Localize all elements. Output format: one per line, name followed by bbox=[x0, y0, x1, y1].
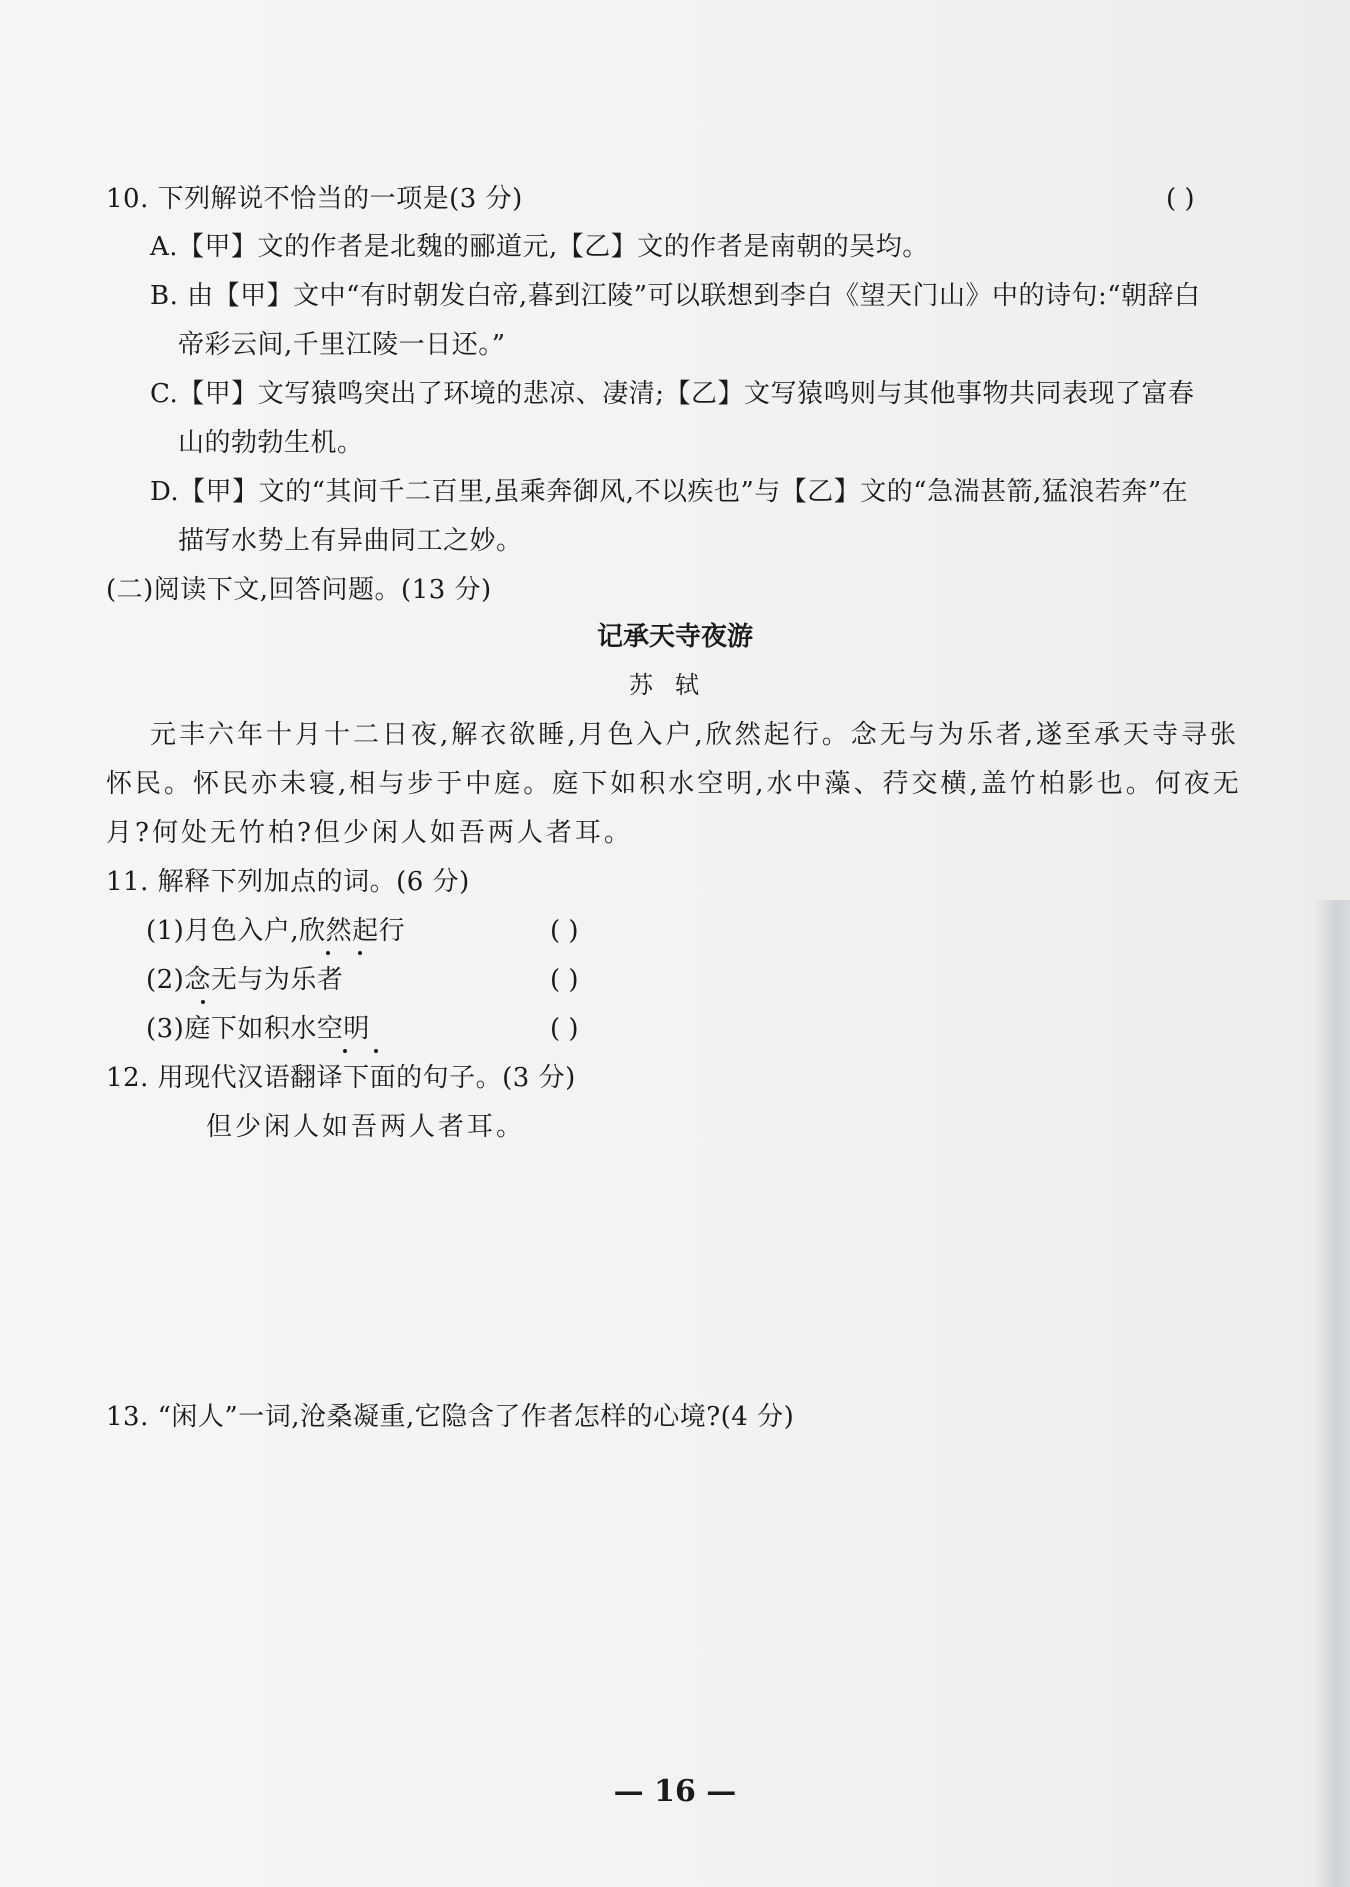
passage-title: 记承天寺夜游 bbox=[596, 622, 753, 652]
emphasis-dot bbox=[374, 1049, 378, 1053]
q12-stem: 12. 用现代汉语翻译下面的句子。(3 分) bbox=[106, 1063, 576, 1093]
q10-option-d-line2: 描写水势上有异曲同工之妙。 bbox=[178, 526, 523, 556]
q13-stem: 13. “闲人”一词,沧桑凝重,它隐含了作者怎样的心境?(4 分) bbox=[106, 1402, 795, 1432]
emphasis-dot bbox=[326, 951, 330, 955]
q11-item-2: (2)念无与为乐者 bbox=[146, 965, 344, 995]
q11-item-2-paren: ( ) bbox=[550, 965, 579, 995]
q10-option-c-line2: 山的勃勃生机。 bbox=[178, 428, 364, 458]
q10-option-d-line1: D.【甲】文的“其间千二百里,虽乘奔御风,不以疾也”与【乙】文的“急湍甚箭,猛浪若奔”在 bbox=[150, 477, 1189, 507]
emphasis-dot bbox=[343, 1049, 347, 1053]
q10-option-b-line2: 帝彩云间,千里江陵一日还。” bbox=[178, 330, 506, 360]
q11-item-1-paren: ( ) bbox=[550, 916, 579, 946]
emphasis-dot bbox=[358, 951, 362, 955]
passage-line-1: 元丰六年十月十二日夜,解衣欲睡,月色入户,欣然起行。念无与为乐者,遂至承天寺寻张 bbox=[150, 720, 1240, 750]
section2-heading: (二)阅读下文,回答问题。(13 分) bbox=[106, 575, 492, 605]
q10-option-b-line1: B. 由【甲】文中“有时朝发白帝,暮到江陵”可以联想到李白《望天门山》中的诗句:“朝辞白 bbox=[150, 281, 1201, 311]
q11-item-3-paren: ( ) bbox=[550, 1014, 579, 1044]
passage-author: 苏轼 bbox=[629, 671, 721, 699]
passage-line-3: 月?何处无竹柏?但少闲人如吾两人者耳。 bbox=[106, 818, 633, 848]
q10-option-c-line1: C.【甲】文写猿鸣突出了环境的悲凉、凄清;【乙】文写猿鸣则与其他事物共同表现了富春 bbox=[150, 379, 1195, 409]
q11-item-3: (3)庭下如积水空明 bbox=[146, 1014, 370, 1044]
q10-stem: 10. 下列解说不恰当的一项是(3 分) bbox=[106, 184, 523, 214]
q11-stem: 11. 解释下列加点的词。(6 分) bbox=[106, 867, 470, 897]
q10-answer-paren: ( ) bbox=[1166, 184, 1195, 214]
q10-option-a: A.【甲】文的作者是北魏的郦道元,【乙】文的作者是南朝的吴均。 bbox=[150, 232, 929, 262]
passage-line-2: 怀民。怀民亦未寝,相与步于中庭。庭下如积水空明,水中藻、荇交横,盖竹柏影也。何夜无 bbox=[106, 769, 1242, 799]
page-number: — 16 — bbox=[613, 1774, 737, 1809]
q12-sentence: 但少闲人如吾两人者耳。 bbox=[206, 1112, 526, 1142]
emphasis-dot bbox=[201, 1000, 205, 1004]
page-edge-shadow bbox=[1314, 900, 1350, 1887]
q11-item-1: (1)月色入户,欣然起行 bbox=[146, 916, 406, 946]
